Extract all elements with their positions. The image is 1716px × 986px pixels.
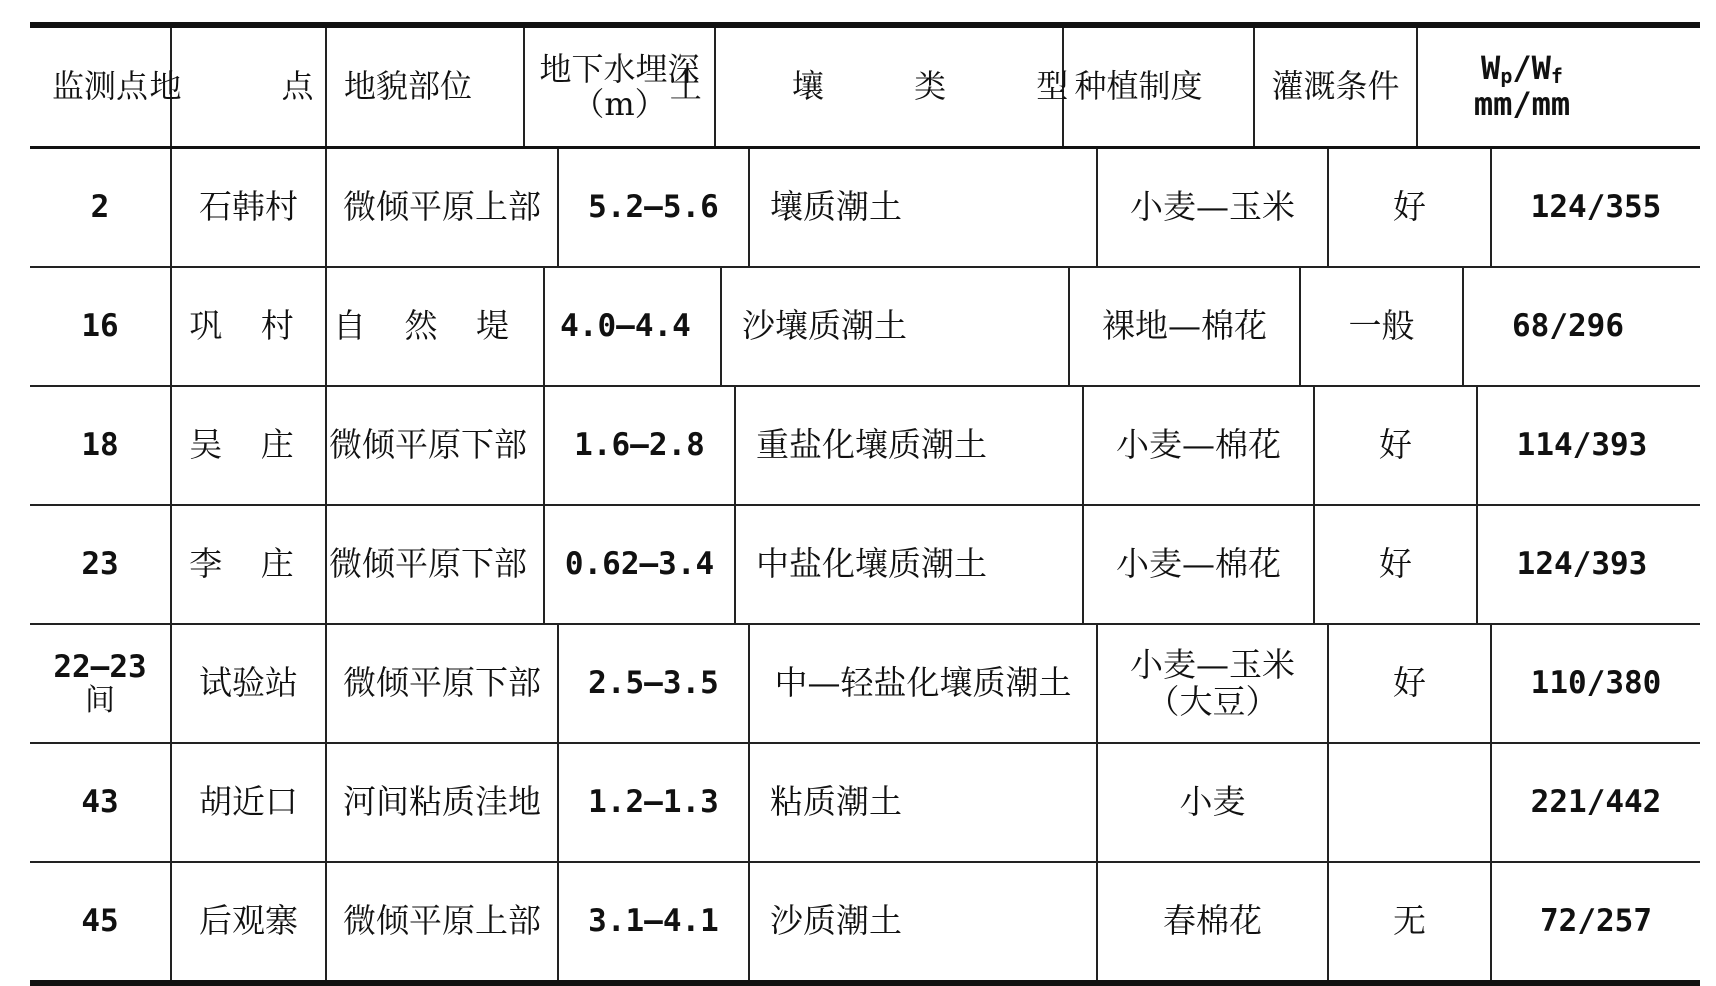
cell-location: 石韩村 [172,149,327,266]
cell-landform: 微倾平原下部 [313,506,545,623]
header-soil-type: 土 壤 类 型 [716,28,1064,146]
cell-irrigation: 好 [1329,149,1492,266]
cell-gw-depth: 0.62—3.4 [545,506,736,623]
cell-irrigation: 无 [1329,863,1492,980]
cell-wp-wf: 114/393 [1516,427,1648,464]
header-wp-subscript: p [1500,64,1513,89]
cell-planting: 裸地—棉花 [1070,268,1301,385]
cell-irrigation: 好 [1329,625,1492,742]
table-row [30,149,1700,268]
cell-planting [1098,625,1329,742]
cell-location: 胡近口 [172,744,327,861]
cell-soil-type: 中—轻盐化壤质潮土 [750,625,1098,742]
cell-location: 吴 庄 [172,387,327,504]
cell-station: 45 [30,863,172,980]
header-wp-wf-ratio [1481,51,1563,87]
cell-irrigation [1329,744,1492,861]
cell-station [30,625,172,742]
cell-station: 2 [30,149,172,266]
cell-location: 李 庄 [172,506,327,623]
cell-wp-wf: 221/442 [1530,784,1662,821]
header-landform: 地貌部位 [293,28,525,146]
header-planting: 种植制度 [1024,28,1255,146]
cell-wp-wf: 110/380 [1530,665,1662,702]
cell-wp-wf: 124/393 [1516,546,1648,583]
cell-wp-wf: 68/296 [1512,308,1624,345]
cell-planting: 小麦—棉花 [1084,387,1315,504]
table-header-row [30,28,1700,149]
header-wp-wf-unit: mm/mm [1473,85,1571,124]
table-row [30,268,1700,387]
cell-wp-wf: 72/257 [1540,903,1652,940]
table-row [30,744,1700,863]
header-gw-depth-label: 地下水埋深 [539,49,700,88]
cell-station: 16 [30,268,172,385]
table-row [30,863,1700,980]
cell-station-suffix: 间 [85,683,115,719]
cell-irrigation: 好 [1315,387,1478,504]
header-irrigation: 灌溉条件 [1255,28,1418,146]
cell-soil-type: 重盐化壤质潮土 [736,387,1084,504]
header-station: 监测点 [30,28,172,146]
cell-planting: 小麦—玉米 [1098,149,1329,266]
cell-gw-depth: 4.0—4.4 [531,268,722,385]
cell-location: 试验站 [172,625,327,742]
cell-soil-type: 沙质潮土 [750,863,1098,980]
cell-location: 后观寨 [172,863,327,980]
table-row [30,506,1700,625]
cell-gw-depth: 3.1—4.1 [559,863,750,980]
cell-soil-type: 中盐化壤质潮土 [736,506,1084,623]
cell-soil-type: 粘质潮土 [750,744,1098,861]
header-wp-wf [1418,28,1626,146]
cell-station: 43 [30,744,172,861]
cell-planting: 小麦 [1098,744,1329,861]
cell-station: 18 [30,387,172,504]
cell-wp-wf: 124/355 [1530,189,1662,226]
cell-planting-note: （大豆） [1146,681,1279,721]
table-row [30,387,1700,506]
header-location: 地 点 [172,28,327,146]
header-gw-depth-unit: （m） [572,85,667,123]
cell-planting: 春棉花 [1098,863,1329,980]
table-row [30,625,1700,744]
cell-landform: 河间粘质洼地 [327,744,559,861]
cell-gw-depth: 1.6—2.8 [545,387,736,504]
cell-landform: 微倾平原上部 [327,863,559,980]
cell-soil-type: 沙壤质潮土 [722,268,1070,385]
cell-gw-depth: 1.2—1.3 [559,744,750,861]
cell-landform: 自 然 堤 [313,268,545,385]
cell-landform: 微倾平原下部 [313,387,545,504]
cell-planting-main: 小麦—玉米 [1130,645,1295,685]
cell-irrigation: 一般 [1301,268,1464,385]
header-wf-symbol: /W [1512,49,1551,88]
cell-planting: 小麦—棉花 [1084,506,1315,623]
cell-landform: 微倾平原下部 [327,625,559,742]
cell-landform: 微倾平原上部 [327,149,559,266]
cell-station: 23 [30,506,172,623]
cell-soil-type: 壤质潮土 [750,149,1098,266]
cell-gw-depth: 5.2—5.6 [559,149,750,266]
cell-station-range: 22—23 [53,648,147,685]
cell-location: 巩 村 [172,268,327,385]
header-wf-subscript: f [1550,64,1563,89]
cell-irrigation: 好 [1315,506,1478,623]
cell-gw-depth: 2.5—3.5 [559,625,750,742]
header-wp-symbol: W [1481,49,1501,88]
monitoring-table [30,22,1700,986]
